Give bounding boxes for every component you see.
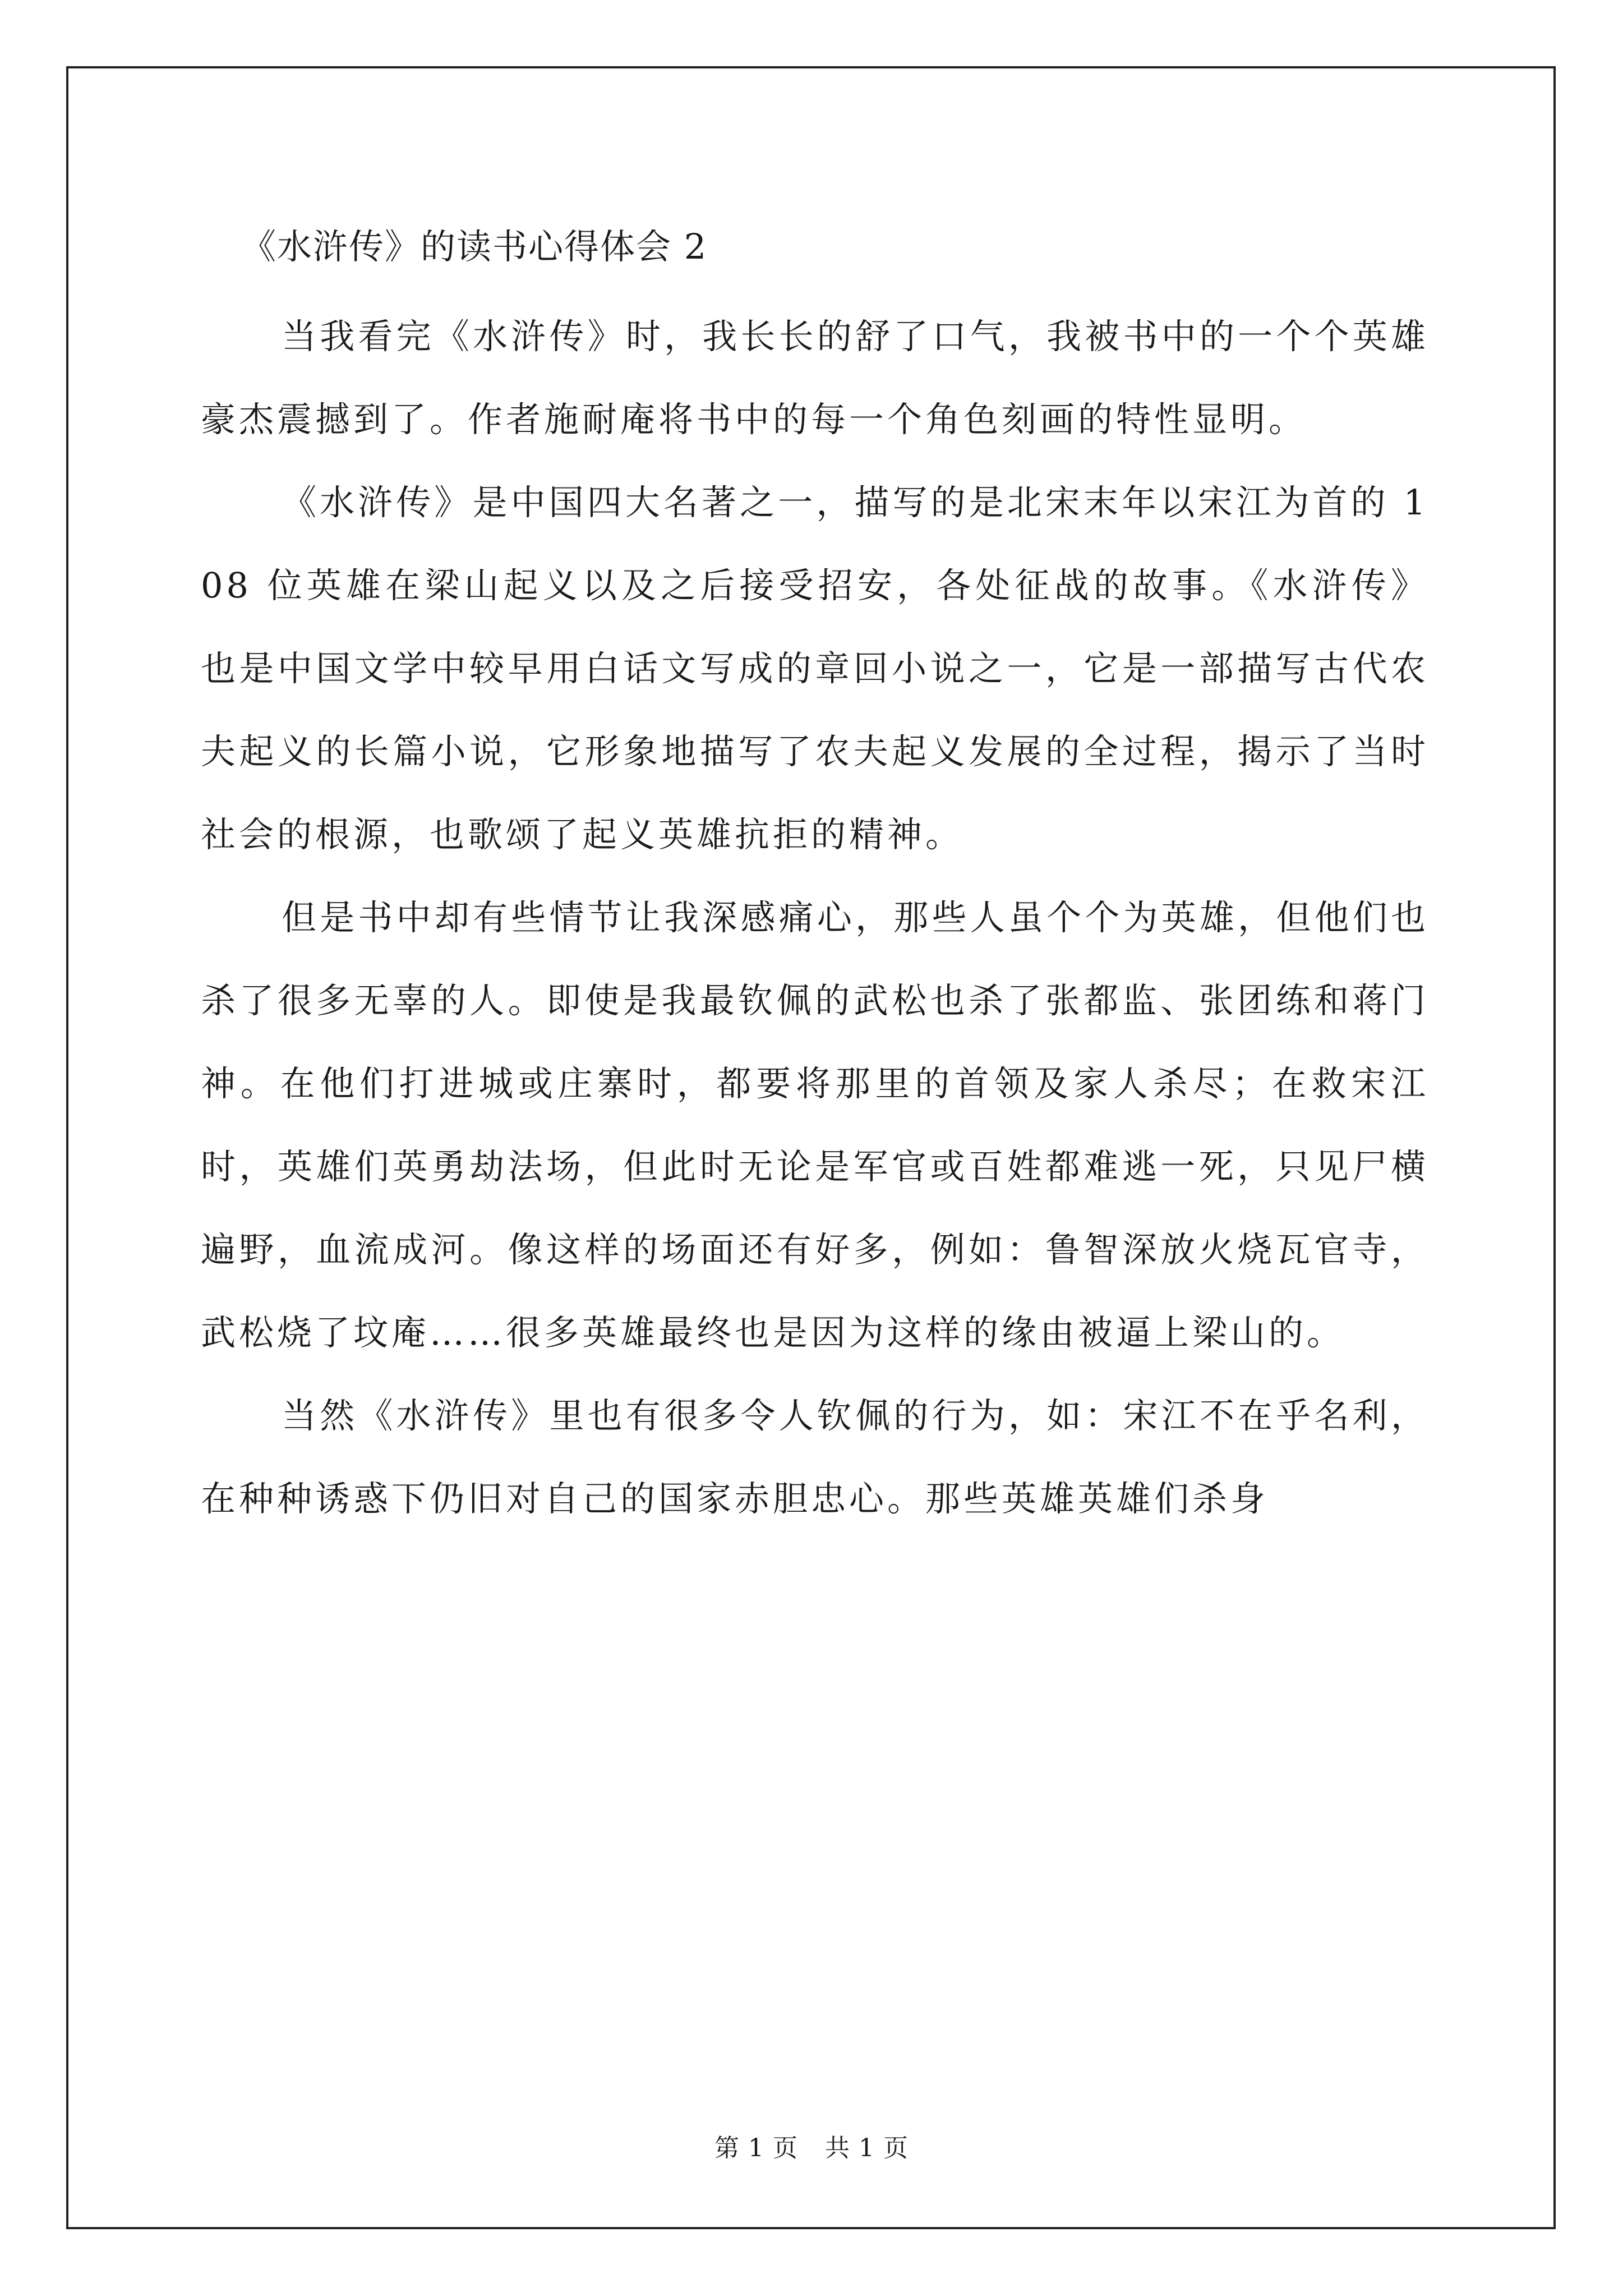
paragraph-1: 当我看完《水浒传》时，我长长的舒了口气，我被书中的一个个英雄豪杰震撼到了。作者施耐庵将书中的每一个角色刻画的特性显明。 xyxy=(201,316,1429,440)
page-number: 第 1 页 xyxy=(714,2134,798,2162)
document-body xyxy=(201,202,1429,1540)
paragraph-2: 《水浒传》是中国四大名著之一，描写的是北宋末年以宋江为首的 108 位英雄在梁山起义以及之后接受招安，各处征战的故事。《水浒传》也是中国文学中较早用白话文写成的章回小说之一，它是一部描写古代农夫起义的长篇小说，它形象地描写了农夫起义发展的全过程，揭示了当时社会的根源，也歌颂了起义英雄抗拒的精神。 xyxy=(201,482,1429,855)
document-title: 《水浒传》的读书心得体会 2 xyxy=(241,226,708,267)
paragraph-3: 但是书中却有些情节让我深感痛心，那些人虽个个为英雄，但他们也杀了很多无辜的人。即使是我最钦佩的武松也杀了张都监、张团练和蒋门神。在他们打进城或庄寨时，都要将那里的首领及家人杀尽；在救宋江时，英雄们英勇劫法场，但此时无论是军官或百姓都难逃一死，只见尸横遍野，血流成河。像这样的场面还有好多，例如：鲁智深放火烧瓦官寺，武松烧了坟庵……很多英雄最终也是因为这样的缘由被逼上梁山的。 xyxy=(201,897,1429,1353)
page-total: 共 1 页 xyxy=(825,2134,909,2162)
page-footer xyxy=(0,2132,1623,2165)
paragraph-4: 当然《水浒传》里也有很多令人钦佩的行为，如：宋江不在乎名利，在种种诱惑下仍旧对自己的国家赤胆忠心。那些英雄英雄们杀身 xyxy=(201,1395,1429,1519)
